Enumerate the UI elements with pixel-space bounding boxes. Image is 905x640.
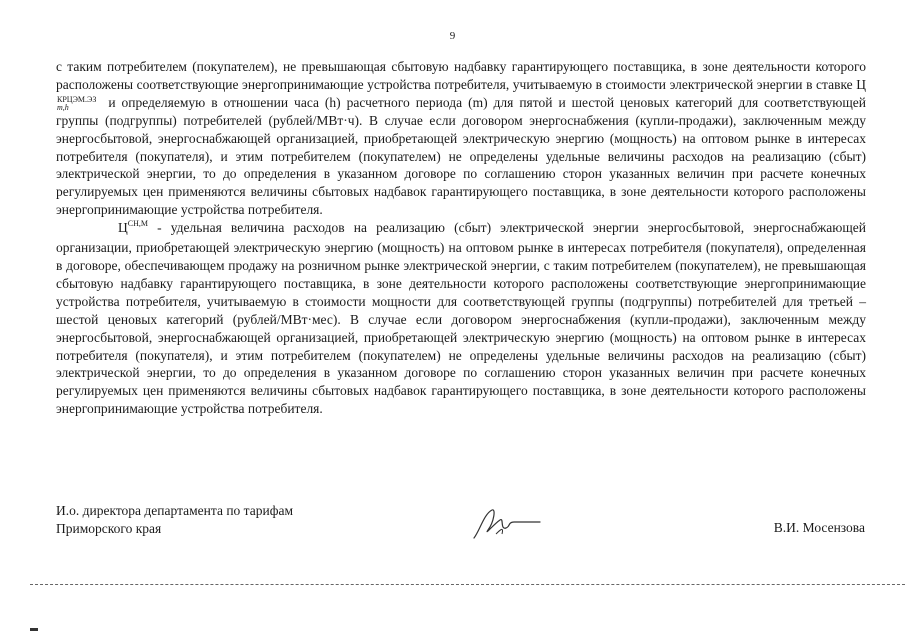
- page-number: 9: [449, 30, 456, 42]
- symbol-superscript: СН,М: [127, 219, 148, 229]
- paragraph-1-text-a: с таким потребителем (покупателем), не превышающая сбытовую надбавку гарантирующего поставщика, в зоне деятельности которого расположены соответствующие энергопринимающие устройства потребителя, учитываемую в стоимости электрической энергии в ставке: [56, 59, 866, 92]
- paragraph-1-text-b: и определяемую в отношении часа (h) расчетного периода (m) для пятой и шестой ценовых категорий для соответствующей группы (подгруппы) потребителей (рублей/МВт·ч). В случае если договором энергоснабжения (купли-продажи), заключенным между энергосбытовой, энергоснабжающей организацией, приобретающей электрическую энергию (мощность) на оптовом рынке в интересах потребителя (покупателя), и этим потребителем (покупателем) не определены удельные величины расходов на реализацию (сбыт) электрической энергии, то до определения в указанном договоре по соглашению сторон указанных величин при расчете конечных регулируемых цен применяются величины сбытовых надбавок гарантирующего поставщика, в зоне деятельности которого расположены энергопринимающие устройства потребителя.: [56, 94, 866, 218]
- paragraph-2-text: - удельная величина расходов на реализацию (сбыт) электрической энергии энергосбытовой, энергоснабжающей организации, приобретающей электрическую энергию (мощность) на оптовом рынке в интересах потребителя (покупателя), определенная в договоре, обеспечивающем продажу на розничном рынке электрической энергии, с таким потребителем (покупателем), не превышающая сбытовую надбавку гарантирующего поставщика, в зоне деятельности которого расположены соответствующие энергопринимающие устройства потребителя, учитываемую в стоимости мощности для соответствующей группы (подгруппы) потребителей для третьей – шестой ценовых категорий (рублей/МВт·мес). В случае если договором энергоснабжения (купли-продажи), заключенным между энергосбытовой, энергоснабжающей организацией, приобретающей электрическую энергию (мощность) на оптовом рынке в интересах потребителя (покупателя), и этим потребителем (покупателем) не определены удельные величины расходов на реализацию (сбыт) электрической энергии, то до определения в указанном договоре по соглашению сторон указанных величин при расчете конечных регулируемых цен применяются величины сбытовых надбавок гарантирующего поставщика, в зоне деятельности которого расположены энергопринимающие устройства потребителя.: [56, 220, 866, 417]
- tariff-symbol-sn: [118, 220, 148, 235]
- signatory-position: [56, 502, 293, 538]
- page-divider-dashed: [30, 584, 905, 585]
- signer-name: В.И. Мосензова: [773, 520, 865, 535]
- symbol-base: Ц: [118, 220, 128, 236]
- handwritten-signature: [470, 500, 550, 544]
- symbol-base: Ц: [856, 76, 866, 92]
- symbol-subscript: m,h: [57, 102, 69, 112]
- position-line-1: И.о. директора департамента по тарифам: [56, 503, 293, 518]
- position-line-2: Приморского края: [56, 521, 162, 536]
- scan-artifact: [30, 628, 38, 631]
- paragraph-2: [56, 219, 866, 418]
- document-body: [56, 58, 866, 418]
- symbol-superscript: КРЦЭМ.ЭЗ: [57, 94, 97, 104]
- paragraph-1: [56, 58, 866, 219]
- symbol-indices: [57, 96, 96, 112]
